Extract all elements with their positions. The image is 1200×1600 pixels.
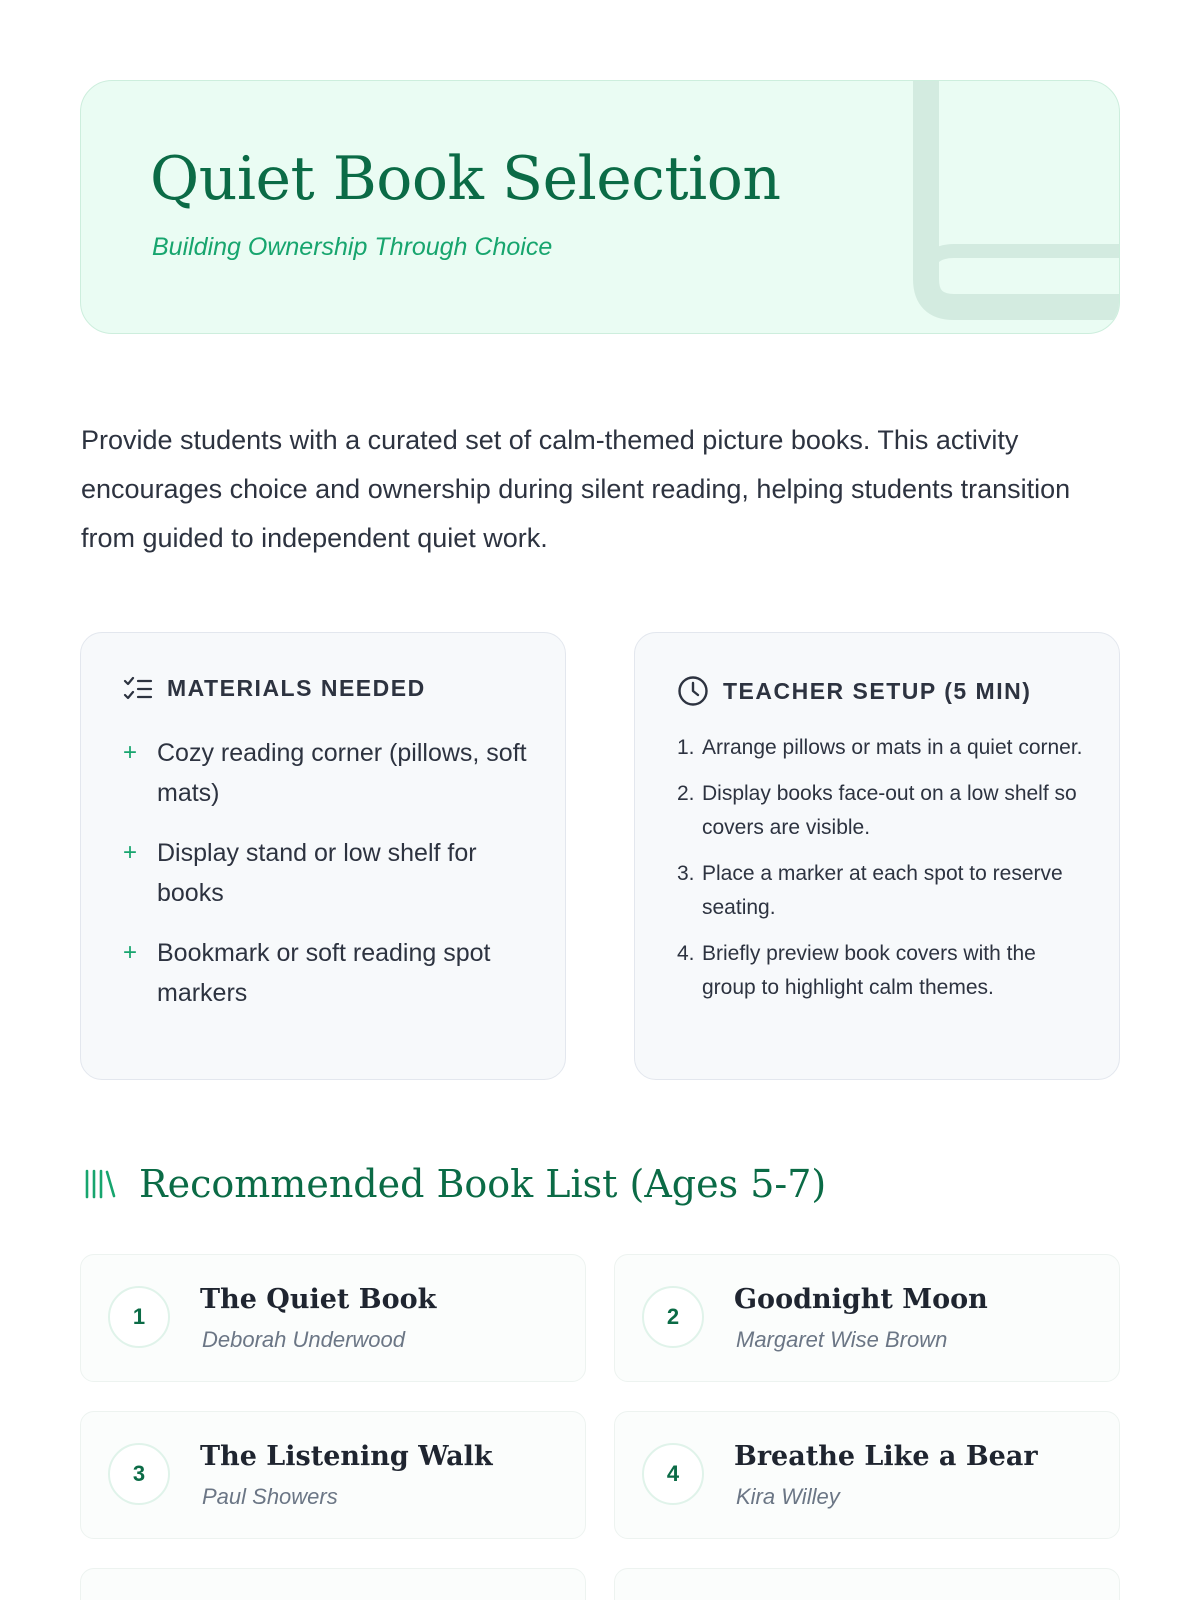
step-text: Place a marker at each spot to reserve seating. bbox=[702, 862, 1063, 919]
checklist-icon bbox=[123, 676, 153, 702]
book-title: Breathe Like a Bear bbox=[734, 1441, 1038, 1472]
step-number: 1. bbox=[677, 736, 695, 759]
book-number-badge: 3 bbox=[108, 1443, 170, 1505]
book-card[interactable] bbox=[80, 1254, 586, 1382]
book-card[interactable] bbox=[614, 1254, 1120, 1382]
book-number-badge: 1 bbox=[108, 1286, 170, 1348]
step-number: 4. bbox=[677, 942, 695, 965]
materials-header bbox=[123, 675, 426, 702]
list-item bbox=[123, 933, 533, 1013]
book-icon bbox=[906, 80, 1120, 334]
step-number: 3. bbox=[677, 862, 695, 885]
material-text: Bookmark or soft reading spot markers bbox=[157, 939, 491, 1007]
book-number-badge: 4 bbox=[642, 1443, 704, 1505]
material-text: Display stand or low shelf for books bbox=[157, 839, 477, 907]
step-text: Briefly preview book covers with the group to highlight calm themes. bbox=[702, 942, 1036, 999]
materials-list bbox=[123, 733, 533, 1033]
setup-header bbox=[677, 675, 1031, 707]
material-text: Cozy reading corner (pillows, soft mats) bbox=[157, 739, 527, 807]
plus-icon: + bbox=[123, 939, 138, 966]
book-author: Deborah Underwood bbox=[202, 1327, 406, 1352]
book-author: Kira Willey bbox=[736, 1484, 840, 1509]
list-item bbox=[677, 731, 1087, 765]
list-item bbox=[123, 833, 533, 913]
materials-card bbox=[80, 632, 566, 1080]
library-icon bbox=[83, 1167, 117, 1201]
book-title: Goodnight Moon bbox=[734, 1284, 988, 1315]
book-title: The Quiet Book bbox=[200, 1284, 437, 1315]
list-item bbox=[677, 777, 1087, 845]
book-list-title: Recommended Book List (Ages 5-7) bbox=[139, 1162, 827, 1206]
book-card[interactable] bbox=[614, 1568, 1120, 1600]
teacher-setup-card bbox=[634, 632, 1120, 1080]
step-number: 2. bbox=[677, 782, 695, 805]
list-item bbox=[677, 857, 1087, 925]
materials-title: MATERIALS NEEDED bbox=[167, 675, 426, 701]
hero-banner bbox=[80, 80, 1120, 334]
book-title: The Listening Walk bbox=[200, 1441, 493, 1472]
list-item bbox=[123, 733, 533, 813]
book-author: Margaret Wise Brown bbox=[736, 1327, 948, 1352]
book-card[interactable] bbox=[80, 1411, 586, 1539]
clock-icon bbox=[677, 675, 709, 707]
book-list-header bbox=[83, 1162, 826, 1206]
list-item bbox=[677, 937, 1087, 1005]
book-card[interactable] bbox=[80, 1568, 586, 1600]
setup-steps bbox=[677, 731, 1087, 1017]
book-number-badge: 2 bbox=[642, 1286, 704, 1348]
plus-icon: + bbox=[123, 839, 138, 866]
book-card[interactable] bbox=[614, 1411, 1120, 1539]
page-subtitle: Building Ownership Through Choice bbox=[152, 233, 553, 261]
setup-title: TEACHER SETUP (5 MIN) bbox=[723, 677, 1032, 704]
step-text: Arrange pillows or mats in a quiet corner. bbox=[702, 736, 1083, 759]
book-author: Paul Showers bbox=[202, 1484, 338, 1509]
plus-icon: + bbox=[123, 739, 138, 766]
page-title: Quiet Book Selection bbox=[150, 144, 781, 214]
step-text: Display books face-out on a low shelf so covers are visible. bbox=[702, 782, 1077, 839]
intro-paragraph: Provide students with a curated set of calm-themed picture books. This activity encourages choice and ownership during silent reading, helping students transition from guided to independent quiet work. bbox=[81, 425, 1071, 553]
